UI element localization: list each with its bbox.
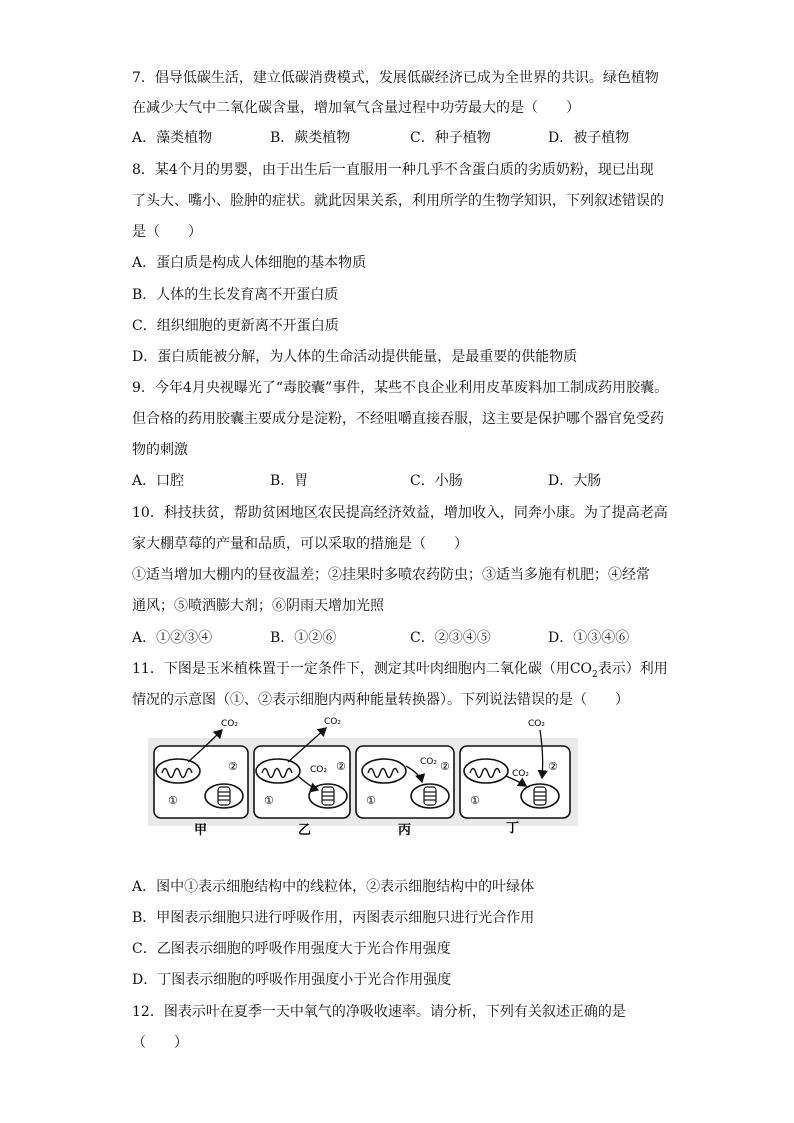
q7-stem-line2: 在减少大气中二氧化碳含量，增加氧气含量过程中功劳最大的是（ ） xyxy=(132,100,580,116)
q10-stem-line4: 通风；⑤喷洒膨大剂；⑥阴雨天增加光照 xyxy=(132,598,384,614)
q10-option-d: D．①③④⑥ xyxy=(548,630,630,646)
q10-stem-line1: 10．科技扶贫，帮助贫困地区农民提高经济效益，增加收入，同奔小康。为了提高老高 xyxy=(132,505,668,521)
mark-1: ① xyxy=(470,794,480,807)
q10-stem-line3: ①适当增加大棚内的昼夜温差；②挂果时多喷农药防虫；③适当多施有机肥；④经常 xyxy=(132,567,650,583)
mark-1: ① xyxy=(366,794,376,807)
q8-option-d: D．蛋白质能被分解，为人体的生命活动提供能量，是最重要的供能物质 xyxy=(132,349,578,365)
cell-bing xyxy=(356,746,454,818)
mark-1: ① xyxy=(168,794,178,807)
q10-stem-line2: 家大棚草莓的产量和品质，可以采取的措施是（ ） xyxy=(132,536,468,552)
q11-stem-text-end: 表示）利用 xyxy=(597,661,668,677)
q9-stem-line1: 9．今年4月央视曝光了“毒胶囊”事件，某些不良企业利用皮革废料加工制成药用胶囊。 xyxy=(132,380,669,396)
mitochondrion-icon xyxy=(156,759,200,783)
q7-option-c: C．种子植物 xyxy=(410,130,491,146)
q12-stem-line1: 12．图表示叶在夏季一天中氧气的净吸收速率。请分析，下列有关叙述正确的是 xyxy=(132,1004,626,1020)
mitochondrion-icon xyxy=(464,759,508,783)
mark-2: ② xyxy=(440,760,450,773)
q11-option-a: A．图中①表示细胞结构中的线粒体，②表示细胞结构中的叶绿体 xyxy=(132,879,535,895)
q11-stem-line1 xyxy=(132,659,668,685)
caption-jia: 甲 xyxy=(194,823,208,838)
q11-option-c: C．乙图表示细胞的呼吸作用强度大于光合作用强度 xyxy=(132,941,451,957)
co2-label: CO₂ xyxy=(528,719,545,729)
co2-label: CO₂ xyxy=(324,717,341,727)
chloroplast-icon xyxy=(411,784,449,808)
cell-yi xyxy=(254,717,350,818)
co2-label: CO₂ xyxy=(221,719,238,729)
q7-option-d: D．被子植物 xyxy=(548,130,630,146)
co2-label: CO₂ xyxy=(310,765,327,775)
cell-ding xyxy=(460,719,570,818)
q9-stem-line2: 但合格的药用胶囊主要成分是淀粉，不经咀嚼直接吞服，这主要是保护哪个器官免受药 xyxy=(132,411,664,427)
mark-1: ① xyxy=(264,794,274,807)
q9-option-b: B．胃 xyxy=(270,473,309,489)
q8-option-a: A．蛋白质是构成人体细胞的基本物质 xyxy=(132,255,367,271)
q11-option-b: B．甲图表示细胞只进行呼吸作用，丙图表示细胞只进行光合作用 xyxy=(132,910,535,926)
q8-option-c: C．组织细胞的更新离不开蛋白质 xyxy=(132,318,339,334)
mark-2: ② xyxy=(228,760,238,773)
caption-yi: 乙 xyxy=(298,823,312,838)
mitochondrion-icon xyxy=(362,759,406,783)
cell-jia xyxy=(154,719,248,818)
q9-option-a: A．口腔 xyxy=(132,473,185,489)
chloroplast-icon xyxy=(521,784,559,808)
chloroplast-icon xyxy=(309,784,347,808)
mark-2: ② xyxy=(548,760,558,773)
q8-stem-line2: 了头大、嘴小、脸肿的症状。就此因果关系，利用所学的生物学知识，下列叙述错误的 xyxy=(132,193,664,209)
q8-stem-line3: 是（ ） xyxy=(132,224,202,240)
cell-co2-diagram xyxy=(148,716,578,838)
mitochondrion-icon xyxy=(256,759,300,783)
mark-2: ② xyxy=(336,760,346,773)
q8-option-b: B．人体的生长发育离不开蛋白质 xyxy=(132,287,339,303)
q7-stem-line1: 7．倡导低碳生活，建立低碳消费模式，发展低碳经济已成为全世界的共识。绿色植物 xyxy=(132,70,659,86)
q7-option-a: A．藻类植物 xyxy=(132,130,213,146)
q10-option-b: B．①②⑥ xyxy=(270,630,337,646)
q7-option-b: B．蕨类植物 xyxy=(270,130,351,146)
q10-option-a: A．①②③④ xyxy=(132,630,213,646)
q9-option-d: D．大肠 xyxy=(548,473,602,489)
chloroplast-icon xyxy=(205,784,243,808)
caption-ding: 丁 xyxy=(506,821,520,836)
q9-option-c: C．小肠 xyxy=(410,473,463,489)
q11-option-d: D．丁图表示细胞的呼吸作用强度小于光合作用强度 xyxy=(132,972,452,988)
co2-subscript: 2 xyxy=(592,669,598,680)
q8-stem-line1: 8．某4个月的男婴，由于出生后一直服用一种几乎不含蛋白质的劣质奶粉，现已出现 xyxy=(132,162,654,178)
q12-stem-line2: （ ） xyxy=(132,1035,188,1051)
q11-stem-text: 11．下图是玉米植株置于一定条件下，测定其叶肉细胞内二氧化碳（用CO xyxy=(132,661,593,677)
q10-option-c: C．②③④⑤ xyxy=(410,630,491,646)
q9-stem-line3: 物的刺激 xyxy=(132,442,188,458)
co2-label: CO₂ xyxy=(512,769,529,779)
q11-stem-line2: 情况的示意图（①、②表示细胞内两种能量转换器）。下列说法错误的是（ ） xyxy=(132,692,629,708)
caption-bing: 丙 xyxy=(398,823,412,838)
co2-label: CO₂ xyxy=(420,757,437,767)
